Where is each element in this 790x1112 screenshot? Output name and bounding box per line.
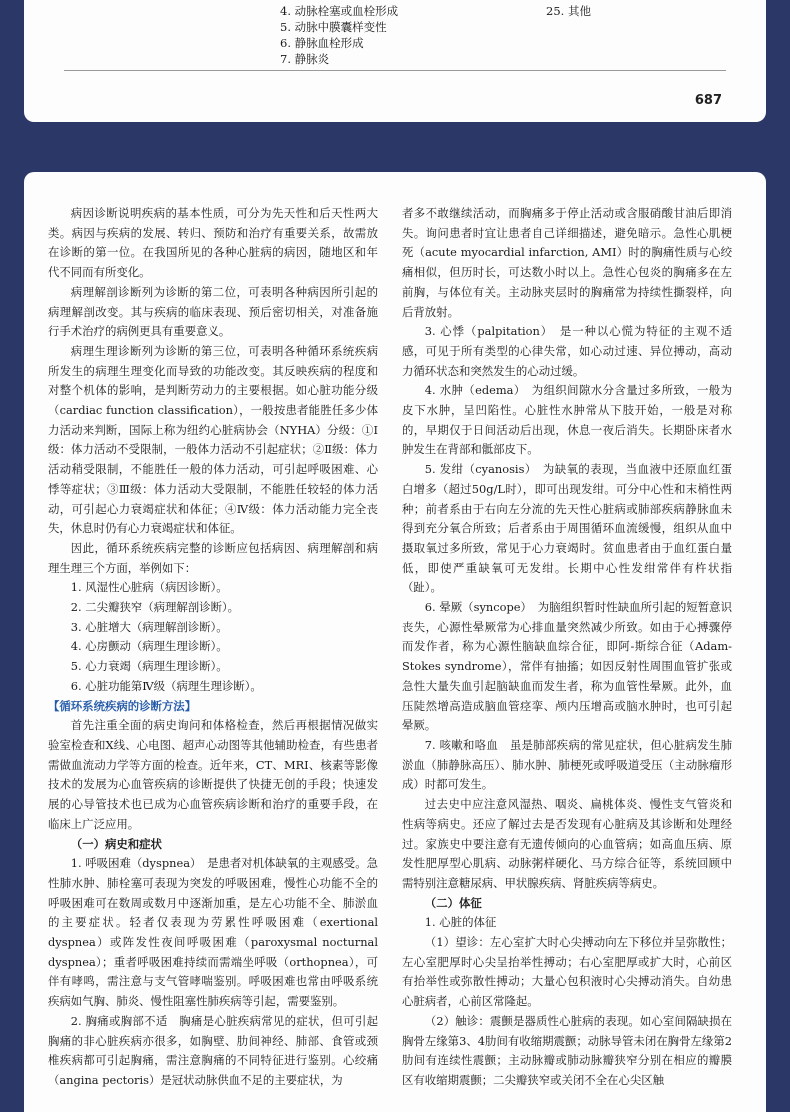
paragraph: 3. 心悸（palpitation） 是一种以心慌为特征的主观不适感，可见于所有类型的心律失常，如心动过速、异位搏动，高动力循环状态和突然发生的心动过缓。 — [402, 324, 732, 378]
paragraph: 病理生理诊断列为诊断的第三位，可表明各种循环系统疾病所发生的病理生理变化而导致的功能改变。其反映疾病的程度和对整个机体的影响，是判断劳动力的主要根据。如心脏功能分级（cardiac function classification），一般按患者能胜任多少体力活动来判断，国际上称为纽约心脏病协会（NYHA）分级：①Ⅰ级：体力活动不受限制，一般体力活动不引起症状；②Ⅱ级：体力活动稍受限制，不能胜任一般的体力活动，可引起呼吸困难、心悸等症状；③Ⅲ级：体力活动大受限制，不能胜任较轻的体力活动，可引起心力衰竭症状和体征；④Ⅳ级：体力活动能力完全丧失，休息时仍有心力衰竭症状和体征。 — [48, 343, 378, 536]
paragraph: 6. 晕厥（syncope） 为脑组织暂时性缺血所引起的短暂意识丧失，心源性晕厥常为心排血量突然减少所致。如由于心搏骤停而发作者，称为心源性脑缺血综合征，即阿-斯综合征（Adam-Stokes syndrome），常伴有抽搐；如因反射性周围血管扩张或急性大量失血引起脑缺血而发生者，称为血管性晕厥。此外，血压陡然增高造成脑血管痉挛、颅内压增高或脑水肿时，也可引起晕厥。 — [402, 600, 732, 733]
paragraph: 4. 水肿（edema） 为组织间隙水分含量过多所致，一般为皮下水肿，呈凹陷性。心脏性水肿常从下肢开始，一般是对称的，早期仅于日间活动后出现，休息一夜后消失。长期卧床者水肿发生在背部和骶部皮下。 — [402, 383, 732, 457]
list-item: 6. 心脏功能第Ⅳ级（病理生理诊断）。 — [70, 678, 262, 693]
paragraph: 1. 心脏的体征 — [424, 915, 497, 930]
section-heading: 【循环系统疾病的诊断方法】 — [48, 698, 197, 713]
list-item: 4. 动脉栓塞或血栓形成 — [280, 4, 399, 18]
divider — [64, 70, 726, 71]
paragraph: 首先注重全面的病史询问和体格检查，然后再根据情况做实验室检查和X线、心电图、超声心动图等其他辅助检查，有些患者需做血流动力学等方面的检查。近年来，CT、MRI、核素等影像技术的发展为心血管疾病的诊断提供了快捷无创的手段；快速发展的心导管技术也已成为心血管疾病诊断和治疗的重要手段，在临床上广泛应用。 — [48, 718, 378, 831]
top-list-right — [546, 3, 591, 19]
paragraph: 过去史中应注意风湿热、咽炎、扁桃体炎、慢性支气管炎和性病等病史。还应了解过去是否发现有心脏病及其诊断和处理经过。家族史中要注意有无遗传倾向的心血管病；如高血压病、原发性肥厚型心肌病、动脉粥样硬化、马方综合征等，系统回顾中需特别注意糖尿病、甲状腺疾病、肾脏疾病等病史。 — [402, 797, 732, 890]
paragraph: （2）触诊：震颤是器质性心脏病的表现。如心室间隔缺损在胸骨左缘第3、4肋间有收缩期震颤；动脉导管未闭在胸骨左缘第2肋间有连续性震颤；主动脉瓣或肺动脉瓣狭窄分别在相应的瓣膜区有收缩期震颤；二尖瓣狭窄或关闭不全在心尖区触 — [402, 1013, 732, 1087]
list-item: 25. 其他 — [546, 4, 591, 18]
paragraph: 2. 胸痛或胸部不适 胸痛是心脏疾病常见的症状，但可引起胸痛的非心脏疾病亦很多，如胸壁、肋间神经、肺部、食管或颈椎疾病都可引起胸痛，需注意胸痛的不同特征进行鉴别。心绞痛（angina pectoris）是冠状动脉供血不足的主要症状，为 — [48, 1013, 378, 1087]
page-number: 687 — [694, 93, 722, 108]
left-column — [48, 204, 378, 1091]
paragraph: 7. 咳嗽和咯血 虽是肺部疾病的常见症状，但心脏病发生肺淤血（肺静脉高压）、肺水肿、肺梗死或呼吸道受压（主动脉瘤形成）时都可发生。 — [402, 737, 732, 792]
paragraph: 5. 发绀（cyanosis） 为缺氧的表现，当血液中还原血红蛋白增多（超过50g/L时），即可出现发绀。可分中心性和末梢性两种；前者系由于右向左分流的先天性心脏病或肺部疾病静脉血未得到充分氧合所致；后者系由于周围循环血流缓慢，组织从血中摄取氧过多所致，常见于心力衰竭时。贫血患者由于血红蛋白量低，即使严重缺氧可无发绀。长期中心性发绀常伴有杵状指（趾）。 — [402, 462, 732, 595]
paragraph: 者多不敢继续活动，而胸痛多于停止活动或含服硝酸甘油后即消失。询问患者时宜让患者自己详细描述，避免暗示。急性心肌梗死（acute myocardial infarction, AMI）时的胸痛性质与心绞痛相似，但历时长，可达数小时以上。急性心包炎的胸痛多在左前胸，与体位有关。主动脉夹层时的胸痛常为持续性撕裂样，向后背放射。 — [402, 206, 732, 319]
paragraph: 1. 呼吸困难（dyspnea） 是患者对机体缺氧的主观感受。急性肺水肿、肺栓塞可表现为突发的呼吸困难，慢性心功能不全的呼吸困难可在数周或数月中逐渐加重，是左心功能不全、肺淤血的主要症状。轻者仅表现为劳累性呼吸困难（exertional dyspnea）或阵发性夜间呼吸困难（paroxysmal nocturnal dyspnea）；重者呼吸困难持续而需端坐呼吸（orthopnea），可伴有哮鸣，需注意与支气管哮喘鉴别。呼吸困难也常由呼吸系统疾病如气胸、肺炎、慢性阻塞性肺疾病等引起，需要鉴别。 — [48, 856, 378, 1009]
paragraph: 病理解剖诊断列为诊断的第二位，可表明各种病因所引起的病理解剖改变。其与疾病的临床表现、预后密切相关，对准备施行手术治疗的病例更具有重要意义。 — [48, 284, 378, 339]
paragraph: 因此，循环系统疾病完整的诊断应包括病因、病理解剖和病理生理三个方面，举例如下： — [48, 540, 378, 575]
previous-page-bottom — [24, 0, 766, 122]
list-item: 2. 二尖瓣狭窄（病理解剖诊断）。 — [70, 600, 240, 615]
subsection-heading: （一）病史和症状 — [70, 836, 162, 851]
list-item: 3. 心脏增大（病理解剖诊断）。 — [70, 619, 228, 634]
list-item: 5. 动脉中膜囊样变性 — [280, 20, 387, 34]
top-list-left — [280, 3, 398, 67]
right-column — [402, 204, 732, 1091]
paragraph: 病因诊断说明疾病的基本性质，可分为先天性和后天性两大类。病因与疾病的发展、转归、预防和治疗有重要关系，故需放在诊断的第一位。在我国所见的各种心脏病的病因，随地区和年代不同而有所变化。 — [48, 206, 378, 280]
list-item: 1. 风湿性心脏病（病因诊断）。 — [70, 580, 228, 595]
list-item: 5. 心力衰竭（病理生理诊断）。 — [70, 659, 228, 674]
list-item: 7. 静脉炎 — [280, 52, 330, 66]
current-page — [24, 172, 766, 1112]
list-item: 4. 心房颤动（病理生理诊断）。 — [70, 639, 228, 654]
paragraph: （1）望诊：左心室扩大时心尖搏动向左下移位并呈弥散性；左心室肥厚时心尖呈抬举性搏动；右心室肥厚或扩大时，心前区有抬举性或弥散性搏动；大量心包积液时心尖搏动消失。自幼患心脏病者，心前区常隆起。 — [402, 935, 732, 1009]
list-item: 6. 静脉血栓形成 — [280, 36, 364, 50]
subsection-heading: （二）体征 — [424, 895, 482, 910]
